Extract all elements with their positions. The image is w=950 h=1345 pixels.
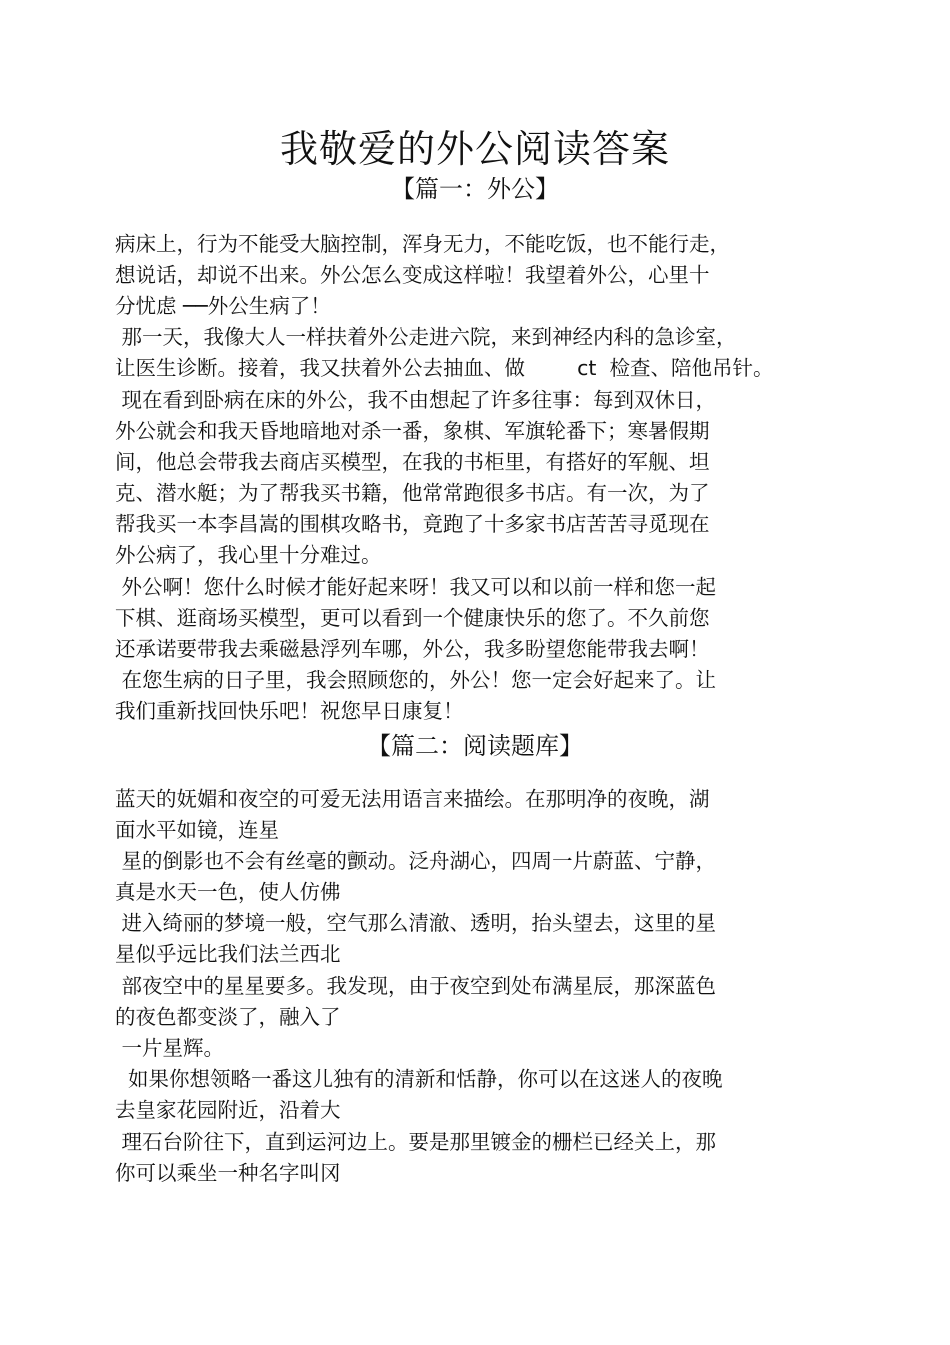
text-line: 面水平如镜，连星 [115,818,279,842]
text-line: 间，他总会带我去商店买模型，在我的书柜里，有搭好的军舰、坦 [115,450,710,474]
text-line: 部夜空中的星星要多。我发现，由于夜空到处布满星辰，那深蓝色 [115,974,717,998]
text-line: 星的倒影也不会有丝毫的颤动。泛舟湖心，四周一片蔚蓝、宁静， [115,849,717,873]
text-line: 外公病了，我心里十分难过。 [115,543,382,567]
section2-heading: 【篇二：阅读题库】 [367,732,583,760]
text-line: 帮我买一本李昌嵩的围棋攻略书，竟跑了十多家书店苦苦寻觅现在 [115,512,710,536]
text-line: 理石台阶往下，直到运河边上。要是那里镀金的栅栏已经关上，那 [115,1130,717,1154]
text-line: 外公就会和我天昏地暗地对杀一番，象棋、军旗轮番下；寒暑假期 [115,419,710,443]
text-line: 星似乎远比我们法兰西北 [115,942,341,966]
text-line: 下棋、逛商场买模型，更可以看到一个健康快乐的您了。不久前您 [115,606,710,630]
section1-heading: 【篇一：外公】 [391,175,559,203]
document-title: 我敬爱的外公阅读答案 [279,127,670,171]
text-line: 现在看到卧病在床的外公，我不由想起了许多往事：每到双休日， [115,388,717,412]
text-line: 真是水天一色，使人仿佛 [115,880,341,904]
text-line: 在您生病的日子里，我会照顾您的，外公！您一定会好起来了。让 [115,668,717,692]
text-line: 克、潜水艇；为了帮我买书籍，他常常跑很多书店。有一次，为了 [115,481,710,505]
text-line: 去皇家花园附近，沿着大 [115,1098,341,1122]
text-line: 病床上，行为不能受大脑控制，浑身无力，不能吃饭，也不能行走， [115,232,730,256]
text-line: 一片星辉。 [115,1036,225,1060]
text-line: 你可以乘坐一种名字叫冈 [115,1161,341,1185]
text-line: 进入绮丽的梦境一般，空气那么清澈、透明，抬头望去，这里的星 [115,911,717,935]
text-line: 外公啊！您什么时候才能好起来呀！我又可以和以前一样和您一起 [115,575,717,599]
text-line: 分忧虑 ──外公生病了！ [115,294,331,318]
text-line: 我们重新找回快乐吧！祝您早日康复！ [115,699,464,723]
text-line: 的夜色都变淡了，融入了 [115,1005,341,1029]
text-line: 蓝天的妩媚和夜空的可爱无法用语言来描绘。在那明净的夜晚，湖 [115,787,710,811]
text-line: 那一天，我像大人一样扶着外公走进六院，来到神经内科的急诊室， [115,325,737,349]
text-line: 想说话，却说不出来。外公怎么变成这样啦！我望着外公，心里十 [115,263,710,287]
text-line: 还承诺要带我去乘磁悬浮列车哪，外公，我多盼望您能带我去啊！ [115,637,710,661]
text-line: 如果你想领略一番这儿独有的清新和恬静，你可以在这迷人的夜晚 [115,1067,723,1091]
text-line: 让医生诊断。接着，我又扶着外公去抽血、做 ct 检查、陪他吊针。 [115,356,774,380]
